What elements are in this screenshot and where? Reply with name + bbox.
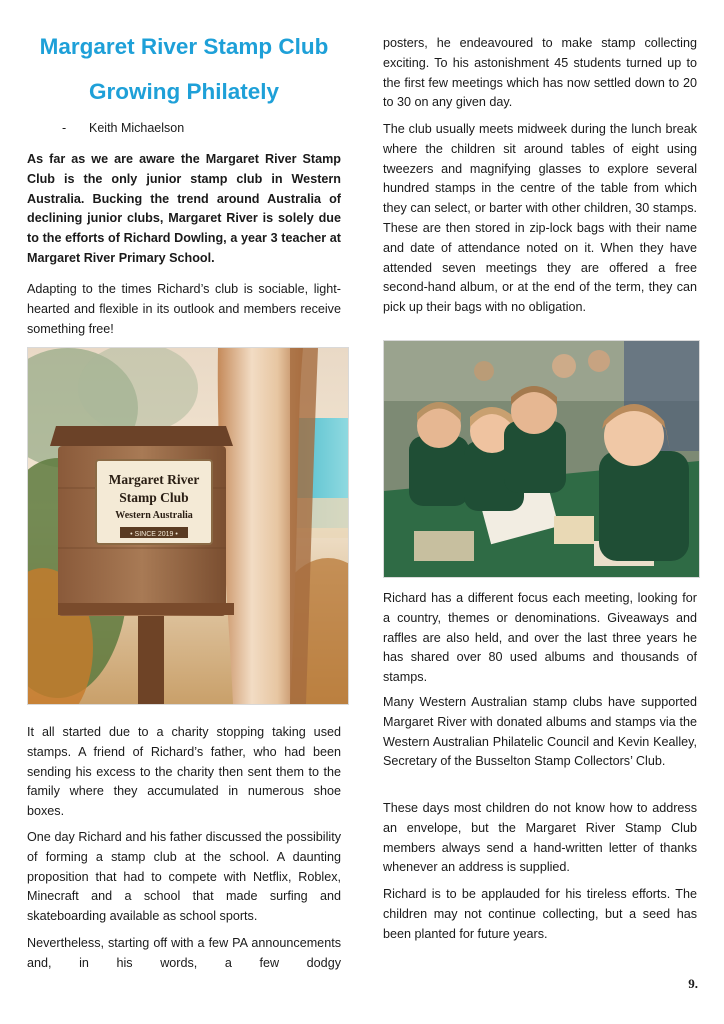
article-title: Margaret River Stamp Club xyxy=(39,34,329,59)
children-photo-illustration xyxy=(384,341,699,577)
author-byline xyxy=(62,120,184,137)
sign-line4: • SINCE 2019 • xyxy=(130,531,178,538)
paragraph-adapting: Adapting to the times Richard’s club is sociable, light-hearted and flexible in its outlook and members receive something free! xyxy=(27,282,341,336)
mailbox-illustration xyxy=(28,348,348,704)
paragraph-oneday: One day Richard and his father discussed the possibility of forming a stamp club at the school. A daunting proposition that had to compete with Netflix, Roblex, Minecraft and a school that made surfing and skateboarding available as school sports. xyxy=(27,830,341,924)
sign-line2: Stamp Club xyxy=(119,490,189,505)
paragraph-nevertheless: Nevertheless, starting off with a few PA announcements and, in his words, a few dodgy xyxy=(27,936,341,970)
paragraph-these: These days most children do not know how to address an envelope, but the Margaret River Stamp Club members always send a hand-written letter of thanks whenever an address is supplied. xyxy=(383,801,697,875)
sign-line1: Margaret River xyxy=(108,472,200,487)
intro-paragraph: As far as we are aware the Margaret River Stamp Club is the only junior stamp club in Western Australia. Bucking the trend around Australia of declining junior clubs, Margaret River is solely due to the efforts of Richard Dowling, a year 3 teacher at Margaret River Primary School. xyxy=(27,152,341,265)
paragraph-applauded: Richard is to be applauded for his tireless efforts. The children may not continue collecting, but a seed has been planted for future years. xyxy=(383,887,697,941)
mailbox-photo xyxy=(27,347,349,705)
paragraph-focus: Richard has a different focus each meeting, looking for a country, themes or denominations. Giveaways and raffles are also held, and over the last three years he has shared over 80 used albums and thousands of stamps. xyxy=(383,591,697,685)
paragraph-started: It all started due to a charity stopping taking used stamps. A friend of Richard’s father, who had been sending his excess to the charity then sent them to the family where they accumulated in numerous shoe boxes. xyxy=(27,725,341,819)
sign-line3: Western Australia xyxy=(115,510,193,521)
children-photo xyxy=(383,340,700,578)
page-number: 9. xyxy=(688,976,698,991)
paragraph-posters: posters, he endeavoured to make stamp collecting exciting. To his astonishment 45 students turned up to the first few meetings which has now settled down to 20 to 30 on any given day. xyxy=(383,36,697,110)
author-name: Keith Michaelson xyxy=(89,121,185,135)
author-dash: - xyxy=(62,121,67,135)
paragraph-many: Many Western Australian stamp clubs have supported Margaret River with donated albums and stamps via the Western Australian Philatelic Council and Kevin Kealley, Secretary of the Busselton Stamp Collectors’ Club. xyxy=(383,695,697,769)
article-subtitle: Growing Philately xyxy=(88,79,280,104)
paragraph-meets: The club usually meets midweek during the lunch break where the children sit around tables of eight using tweezers and magnifying glasses to explore several hundred stamps in the centre of the table from which they can select, or barter with other children, 30 stamps. These are then stored in zip-lock bags with their name and date of attendance noted on it. When they have attended seven meetings they are offered a free second-hand album, or at the end of the term, they can pick up their bags with no obligation. xyxy=(383,122,697,315)
